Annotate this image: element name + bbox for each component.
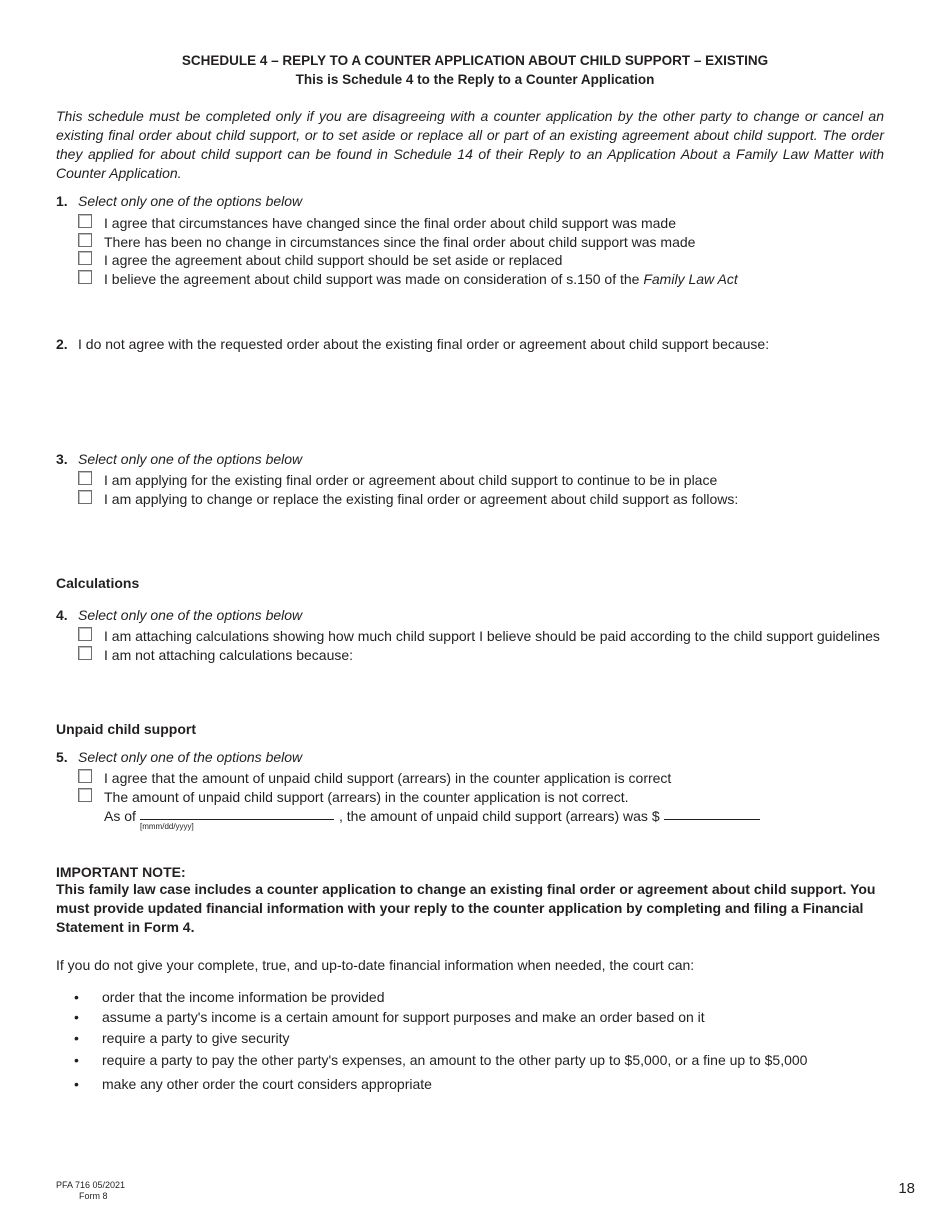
q4-number: 4. xyxy=(56,607,68,623)
q5-option-2-checkbox[interactable] xyxy=(78,788,92,802)
arrears-amount-label: , the amount of unpaid child support (arrears) was $ xyxy=(339,808,660,824)
unpaid-support-heading: Unpaid child support xyxy=(56,721,196,737)
q1-option-3-label: I agree the agreement about child support should be set aside or replaced xyxy=(104,252,563,268)
intro-paragraph: This schedule must be completed only if you are disagreeing with a counter application by the other party to change or cancel an existing final order about child support, or to set aside or replace all or part of an existing agreement about child support. The order they applied for about child support can be found in Schedule 14 of their Reply to an Application About a Family Law Matter with Counter Application. xyxy=(56,108,884,181)
q1-option-4-label xyxy=(104,270,738,288)
q1-option-2-label: There has been no change in circumstances since the final order about child support was made xyxy=(104,234,696,250)
form-code: PFA 716 05/2021 xyxy=(56,1180,126,1190)
q1-option-1-checkbox[interactable] xyxy=(78,214,92,228)
q4-option-2-checkbox[interactable] xyxy=(78,646,92,660)
q3-option-1-label: I am applying for the existing final order or agreement about child support to continue to be in place xyxy=(104,472,718,488)
arrears-amount-field[interactable] xyxy=(664,819,760,820)
calculations-heading: Calculations xyxy=(56,575,140,591)
important-note-heading: IMPORTANT NOTE: xyxy=(56,864,186,880)
consequence-item-3: require a party to give security xyxy=(102,1030,290,1046)
consequence-item-5: make any other order the court considers appropriate xyxy=(102,1076,432,1092)
q4-option-2-label: I am not attaching calculations because: xyxy=(104,647,354,663)
q5-option-1-label: I agree that the amount of unpaid child support (arrears) in the counter application is correct xyxy=(104,770,672,786)
consequences-lead: If you do not give your complete, true, and up-to-date financial information when needed, the court can: xyxy=(56,957,695,973)
q3-number: 3. xyxy=(56,451,68,467)
as-of-date-field[interactable] xyxy=(140,819,334,820)
consequence-item-2: assume a party's income is a certain amount for support purposes and make an order based on it xyxy=(102,1009,705,1025)
q5-number: 5. xyxy=(56,749,68,765)
q4-instruction: Select only one of the options below xyxy=(78,607,303,623)
bullet-marker: • xyxy=(74,989,79,1005)
q4-option-1-checkbox[interactable] xyxy=(78,627,92,641)
q2-number: 2. xyxy=(56,336,68,352)
family-law-act-reference: Family Law Act xyxy=(643,271,738,287)
consequence-item-4: require a party to pay the other party's expenses, an amount to the other party up to $5,000, or a fine up to $5,000 xyxy=(102,1052,808,1068)
q1-option-4-text: I believe the agreement about child support was made on consideration of s.150 of the xyxy=(104,271,644,287)
q5-option-1-checkbox[interactable] xyxy=(78,769,92,783)
q3-option-2-label: I am applying to change or replace the existing final order or agreement about child support as follows: xyxy=(104,491,739,507)
bullet-marker: • xyxy=(74,1030,79,1046)
as-of-label: As of xyxy=(104,808,136,824)
bullet-marker: • xyxy=(74,1076,79,1092)
q1-option-4-checkbox[interactable] xyxy=(78,270,92,284)
q3-option-2-checkbox[interactable] xyxy=(78,490,92,504)
page-number: 18 xyxy=(898,1180,915,1197)
bullet-marker: • xyxy=(74,1052,79,1068)
q1-number: 1. xyxy=(56,193,68,209)
consequence-item-1: order that the income information be provided xyxy=(102,989,385,1005)
important-note-text: This family law case includes a counter application to change an existing final order or agreement about child support. You must provide updated financial information with your reply to the counter application by completing and filing a Financial Statement in Form 4. xyxy=(56,881,876,935)
q2-text: I do not agree with the requested order about the existing final order or agreement about child support because: xyxy=(78,336,770,352)
q1-option-1-label: I agree that circumstances have changed since the final order about child support was made xyxy=(104,215,676,231)
q1-option-2-checkbox[interactable] xyxy=(78,233,92,247)
schedule-subtitle: This is Schedule 4 to the Reply to a Counter Application xyxy=(295,72,655,87)
bullet-marker: • xyxy=(74,1009,79,1025)
q3-instruction: Select only one of the options below xyxy=(78,451,303,467)
q4-option-1-label: I am attaching calculations showing how much child support I believe should be paid according to the child support guidelines xyxy=(104,628,880,644)
date-format-hint: [mmm/dd/yyyy] xyxy=(140,822,194,831)
q1-option-3-checkbox[interactable] xyxy=(78,251,92,265)
q5-instruction: Select only one of the options below xyxy=(78,749,303,765)
q3-option-1-checkbox[interactable] xyxy=(78,471,92,485)
q5-option-2-label: The amount of unpaid child support (arrears) in the counter application is not correct. xyxy=(104,789,629,805)
q1-instruction: Select only one of the options below xyxy=(78,193,303,209)
schedule-title: SCHEDULE 4 – REPLY TO A COUNTER APPLICATION ABOUT CHILD SUPPORT – EXISTING xyxy=(181,53,769,68)
form-name: Form 8 xyxy=(79,1191,108,1201)
